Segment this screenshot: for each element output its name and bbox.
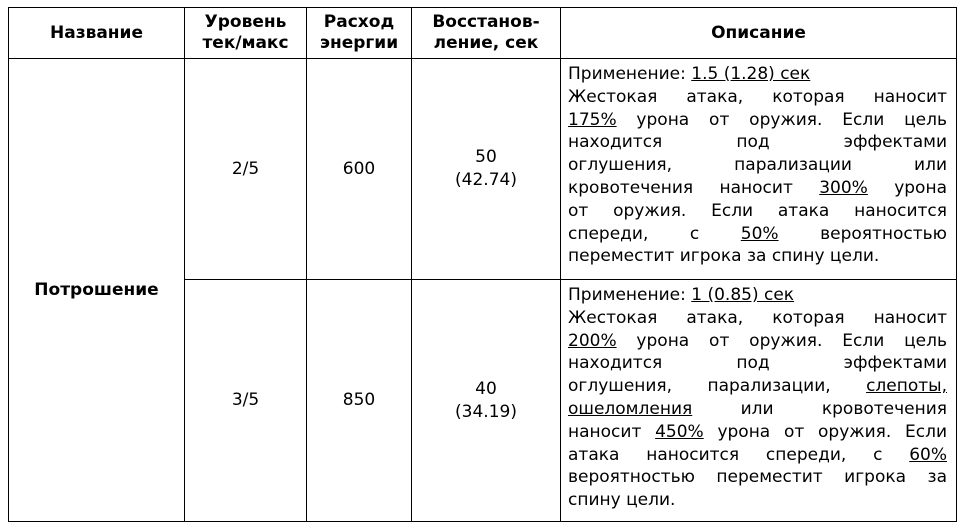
header-energy: Расход энергии (307, 8, 412, 59)
table-row (9, 59, 957, 280)
cooldown-cell: 50 (42.74) (412, 59, 561, 280)
description-cell: Применение: 1 (0.85) сек Жестокая атака, которая наносит 200% урона от оружия. Если цель находится под эффектами оглушения, парализации, слепоты, ошеломления или кровотечения наносит 450% урона от оружия. Если атака наносится спереди, с 60% вероятностью переместит игрока за спину цели. (561, 280, 957, 522)
energy-cell: 850 (307, 280, 412, 522)
damage-value: 200% (568, 330, 617, 351)
header-cooldown: Восстанов- ление, сек (412, 8, 561, 59)
level-cell: 3/5 (185, 280, 307, 522)
header-name: Название (9, 8, 185, 59)
skill-table (8, 7, 957, 522)
description-cell: Применение: 1.5 (1.28) сек Жестокая атака, которая наносит 175% урона от оружия. Если цель находится под эффектами оглушения, парализации или кровотечения наносит 300% урона от оружия. Если атака наносится спереди, с 50% вероятностью переместит игрока за спину цели. (561, 59, 957, 280)
use-time: 1.5 (1.28) сек (691, 64, 811, 84)
damage-value: 450% (655, 421, 704, 442)
damage-value: 300% (819, 177, 868, 198)
energy-cell: 600 (307, 59, 412, 280)
effect-value: слепоты, (866, 376, 947, 397)
damage-value: 175% (568, 109, 617, 130)
skill-name: Потрошение (9, 59, 185, 522)
header-level: Уровень тек/макс (185, 8, 307, 59)
chance-value: 60% (909, 444, 947, 465)
use-time: 1 (0.85) сек (691, 285, 795, 305)
header-description: Описание (561, 8, 957, 59)
header-row (9, 8, 957, 59)
chance-value: 50% (740, 223, 779, 244)
effect-value: ошеломления (568, 398, 693, 419)
cooldown-cell: 40 (34.19) (412, 280, 561, 522)
level-cell: 2/5 (185, 59, 307, 280)
